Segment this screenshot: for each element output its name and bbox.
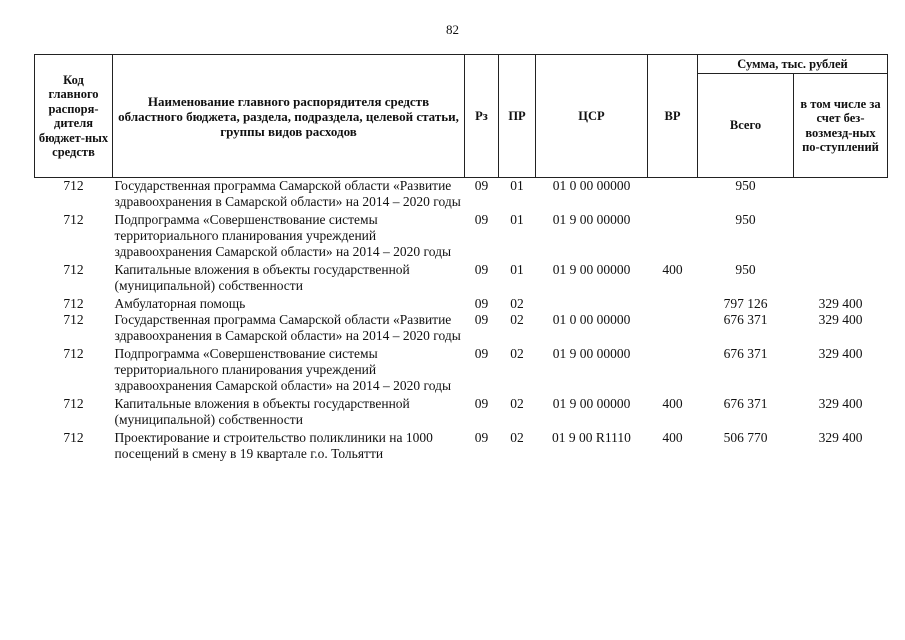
cell-pr: 01 <box>510 178 524 193</box>
cell-vr: 400 <box>662 430 683 445</box>
cell-name: Подпрограмма «Совершенствование системы территориального планирования учреждений здравоохранения Самарской области» на 2014 – 2020 годы <box>114 346 452 393</box>
cell-csr: 01 9 00 00000 <box>552 346 631 361</box>
cell-pr: 01 <box>510 212 524 227</box>
cell-grants: 329 400 <box>818 312 863 327</box>
cell-csr: 01 0 00 00000 <box>552 178 631 193</box>
cell-vr <box>648 346 698 396</box>
cell-vr: 400 <box>662 396 683 411</box>
table-row <box>35 346 888 396</box>
table-row <box>35 296 888 312</box>
cell-code: 712 <box>63 212 84 227</box>
cell-total: 506 770 <box>723 430 768 445</box>
page-number: 82 <box>446 22 459 37</box>
cell-pr: 02 <box>510 296 524 311</box>
cell-code: 712 <box>63 346 84 361</box>
cell-pr: 02 <box>510 312 524 327</box>
header-csr: ЦСР <box>536 55 648 178</box>
cell-rz: 09 <box>474 312 489 327</box>
cell-rz: 09 <box>474 430 489 445</box>
table-body <box>35 178 888 463</box>
cell-total: 950 <box>735 212 756 227</box>
cell-vr <box>648 296 698 312</box>
header-vr: ВР <box>648 55 698 178</box>
cell-code: 712 <box>63 262 84 277</box>
header-rz: Рз <box>465 55 499 178</box>
header-sum: Сумма, тыс. рублей <box>698 55 888 74</box>
table-row <box>35 178 888 213</box>
table-row <box>35 396 888 430</box>
cell-name: Капитальные вложения в объекты государственной (муниципальной) собственности <box>114 262 410 293</box>
table-header <box>35 55 888 178</box>
cell-pr: 02 <box>510 346 524 361</box>
cell-total: 676 371 <box>723 346 768 361</box>
cell-vr: 400 <box>662 262 683 277</box>
cell-csr: 01 9 00 00000 <box>552 396 631 411</box>
header-code: Код главного распоря-дителя бюджет-ных средств <box>35 55 113 178</box>
cell-csr: 01 9 00 R1110 <box>552 430 631 445</box>
cell-vr <box>648 312 698 346</box>
cell-pr: 01 <box>510 262 524 277</box>
cell-csr: 01 9 00 00000 <box>552 212 631 227</box>
cell-grants: 329 400 <box>818 296 863 311</box>
header-total: Всего <box>698 74 794 178</box>
cell-name: Государственная программа Самарской области «Развитие здравоохранения в Самарской области» на 2014 – 2020 годы <box>114 312 461 343</box>
cell-code: 712 <box>63 430 84 445</box>
cell-rz: 09 <box>474 396 489 411</box>
cell-code: 712 <box>63 296 84 311</box>
cell-pr: 02 <box>510 396 524 411</box>
cell-grants <box>794 262 888 296</box>
cell-total: 676 371 <box>723 396 768 411</box>
header-grants: в том числе за счет без-возмезд-ных по-ступлений <box>794 74 888 178</box>
header-name: Наименование главного распорядителя средств областного бюджета, раздела, подраздела, целевой статьи, группы видов расходов <box>113 55 465 178</box>
cell-rz: 09 <box>474 178 489 193</box>
cell-grants: 329 400 <box>818 346 863 361</box>
cell-total: 676 371 <box>723 312 768 327</box>
cell-csr: 01 0 00 00000 <box>552 312 631 327</box>
table-row <box>35 312 888 346</box>
budget-table <box>34 54 888 462</box>
cell-rz: 09 <box>474 212 489 227</box>
cell-pr: 02 <box>510 430 524 445</box>
cell-name: Амбулаторная помощь <box>114 296 246 311</box>
cell-name: Подпрограмма «Совершенствование системы территориального планирования учреждений здравоохранения Самарской области» на 2014 – 2020 годы <box>114 212 452 259</box>
cell-grants: 329 400 <box>818 396 863 411</box>
cell-csr <box>536 296 648 312</box>
cell-rz: 09 <box>474 262 489 277</box>
cell-grants <box>794 178 888 213</box>
cell-total: 950 <box>735 178 756 193</box>
cell-grants: 329 400 <box>818 430 863 445</box>
cell-vr <box>648 178 698 213</box>
cell-total: 797 126 <box>723 296 768 311</box>
table-row <box>35 212 888 262</box>
cell-rz: 09 <box>474 296 489 311</box>
cell-grants <box>794 212 888 262</box>
cell-name: Проектирование и строительство поликлиники на 1000 посещений в смену в 19 квартале г.о. Тольятти <box>114 430 433 461</box>
cell-code: 712 <box>63 312 84 327</box>
header-pr: ПР <box>499 55 536 178</box>
cell-rz: 09 <box>474 346 489 361</box>
cell-vr <box>648 212 698 262</box>
cell-code: 712 <box>63 396 84 411</box>
cell-code: 712 <box>63 178 84 193</box>
cell-name: Государственная программа Самарской области «Развитие здравоохранения в Самарской области» на 2014 – 2020 годы <box>114 178 461 209</box>
cell-total: 950 <box>735 262 756 277</box>
table-row <box>35 262 888 296</box>
cell-csr: 01 9 00 00000 <box>552 262 631 277</box>
table-row <box>35 430 888 462</box>
cell-name: Капитальные вложения в объекты государственной (муниципальной) собственности <box>114 396 410 427</box>
